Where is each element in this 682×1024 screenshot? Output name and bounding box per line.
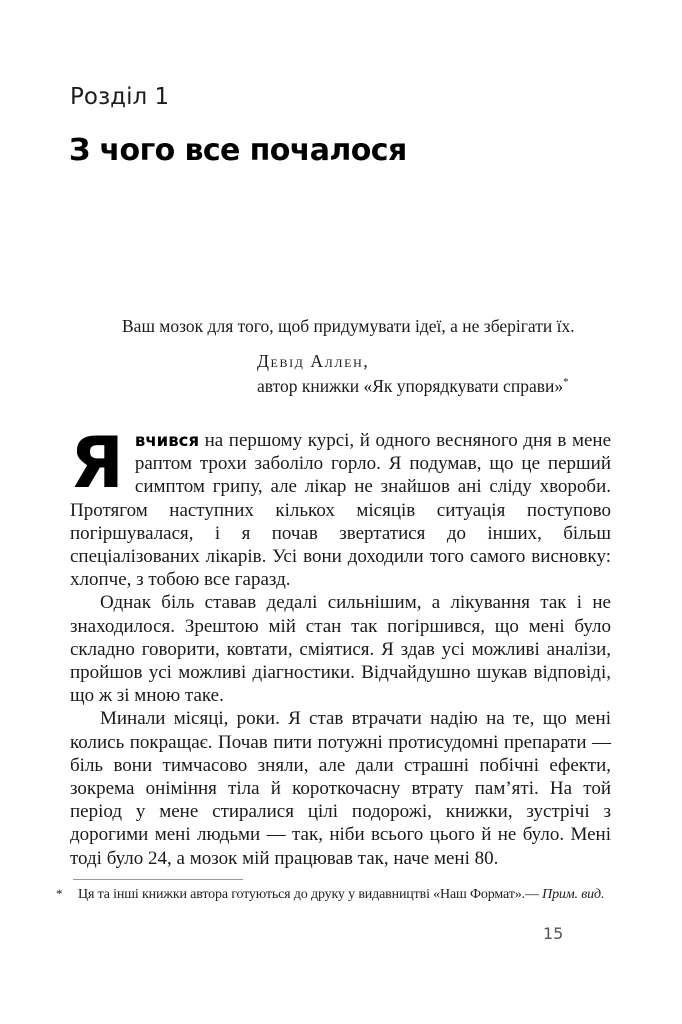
footnote-text: Ця та інші книжки автора готуються до друку у видавництві «Наш Формат».— [78,887,543,902]
paragraph-1-lead-word: вчився [134,431,200,450]
paragraph-1 [70,422,611,591]
page-number: 15 [543,924,564,943]
epigraph-author-role [257,374,569,399]
body-text [70,422,611,870]
chapter-title: З чого все почалося [69,133,407,168]
footnote [56,884,656,904]
footnote-reference-marker: * [563,375,569,388]
paragraph-3: Минали місяці, роки. Я став втрачати надію на те, що мені колись покращає. Почав пити потужні протисудомні препарати — біль вони тимчасово зняли, але дали страшні побічні ефекти, зокрема оніміння тіла й короткочасну втрату пам’яті. На той період у мене стиралися цілі подорожі, книжки, зустрічі з дорогими мені людьми — так, ніби всього цього й не було. Мені тоді було 24, а мозок мій працював так, наче мені 80. [70,708,611,869]
paragraph-1-text: на першому курсі, й одного весняного дня в мене раптом трохи заболіло горло. Я подумав, що це перший симптом грипу, але лікар не знайшов ані сліду хвороби. Протягом наступних кількох місяців ситуація поступово погіршувалася, і я почав звертатися до інших, більш спеціалізованих лікарів. Усі вони доходили того самого висновку: хлопче, з тобою все гаразд. [70,430,611,591]
epigraph-author: Девід Аллен, [257,351,370,371]
paragraph-2: Однак біль ставав дедалі сильнішим, а лікування так і не знаходилося. Зрештою мій стан так погіршився, що мені було складно говорити, ковтати, сміятися. Я здав усі можливі аналізи, пройшов усі можливі діагностики. Відчайдушно шукав відповіді, що ж зі мною таке. [70,592,611,707]
dropcap: Я [70,422,124,504]
footnote-source: Прим. вид. [542,887,605,902]
chapter-label: Розділ 1 [70,84,170,110]
epigraph-quote: Ваш мозок для того, щоб придумувати ідеї, а не зберігати їх. [122,316,575,336]
epigraph-author-role-text: автор книжки «Як упорядкувати справи» [257,375,564,396]
footnote-marker: * [56,886,63,901]
footnote-divider [73,879,243,880]
epigraph-attribution [257,349,569,398]
